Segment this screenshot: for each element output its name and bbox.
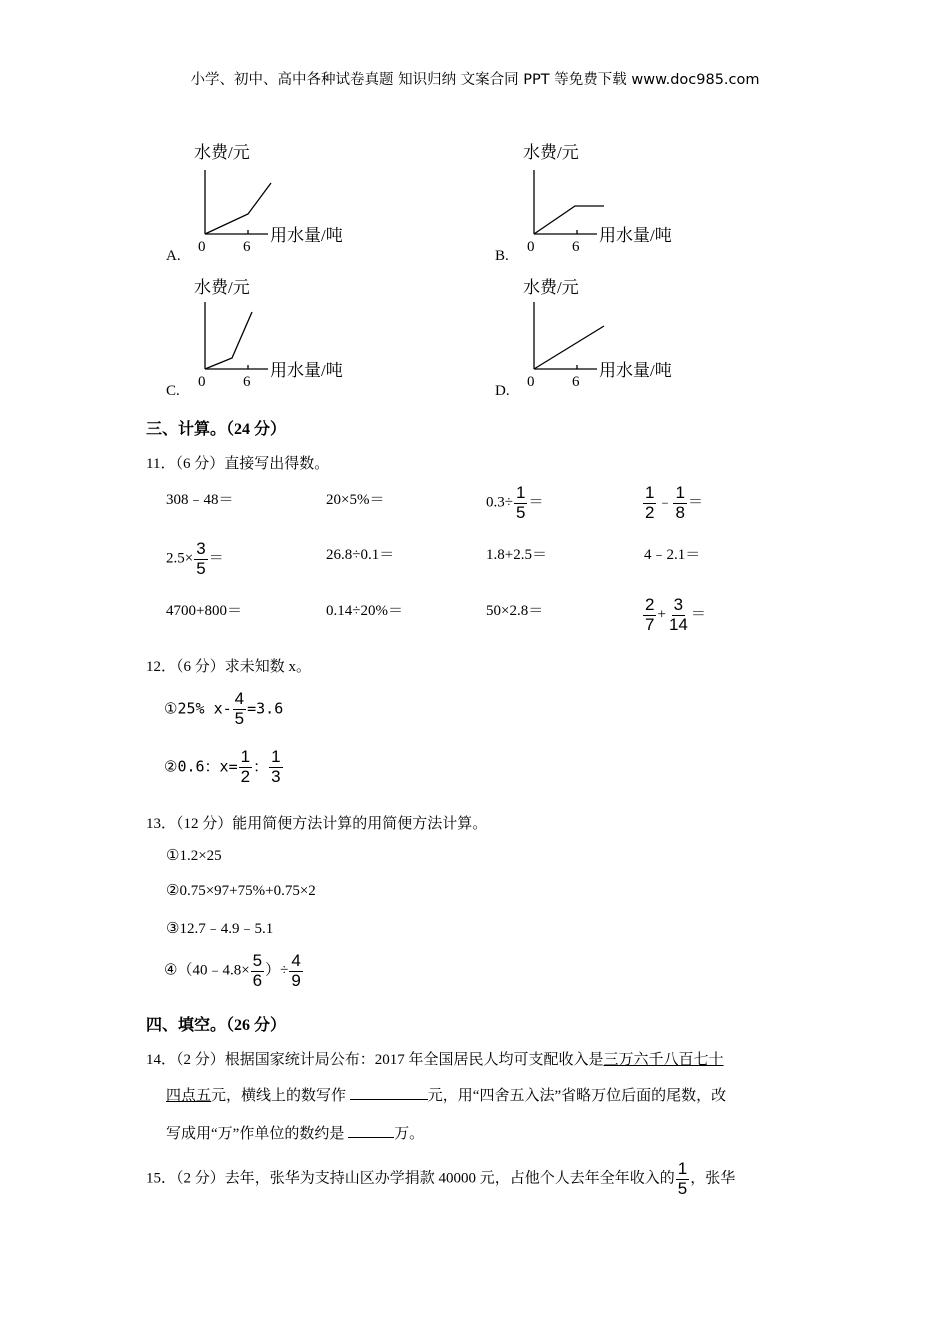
q13-item-4-a: ④（40﹣4.8×: [164, 962, 250, 979]
q11-r1-c3: [486, 484, 543, 522]
graph-b-origin: 0: [527, 239, 535, 255]
graph-d: [493, 277, 693, 407]
q13-item-4-b: ）÷: [265, 962, 289, 979]
q11-r2-c1-a: 2.5×: [166, 550, 194, 567]
fraction: $\frac{3}{5}$: [196, 539, 206, 578]
q11-r2-c4: 4﹣2.1＝: [644, 547, 701, 563]
graph-d-tick: 6: [572, 374, 580, 390]
answer-blank-2[interactable]: [348, 1137, 394, 1138]
q11-r1-c2: 20×5%＝: [326, 492, 385, 508]
graph-a-xlabel: 用水量/吨: [270, 226, 343, 245]
q13-item-4: [164, 952, 304, 990]
option-c-label: C.: [166, 383, 180, 399]
plus: +: [657, 606, 666, 623]
equals: ＝: [208, 550, 224, 567]
graph-b-xlabel: 用水量/吨: [599, 226, 672, 245]
option-d-label: D.: [495, 383, 510, 399]
q14-text-b: 元，横线上的数写作: [211, 1088, 347, 1104]
q12-eq1-b: =3.6: [247, 699, 284, 718]
q12-eq2: [164, 748, 284, 786]
graph-b-svg: [493, 142, 693, 267]
graph-b-tick: 6: [572, 239, 580, 255]
q14-text-c: 元，用“四舍五入法”省略万位后面的尾数，改: [427, 1088, 727, 1104]
graph-c-origin: 0: [198, 374, 206, 390]
option-b-label: B.: [495, 248, 509, 264]
fraction: $\frac{3}{14}$: [668, 595, 688, 634]
q11-r1-c3-a: 0.3÷: [486, 494, 513, 511]
q11-r1-c4: [642, 484, 703, 522]
ratio-colon: ：: [253, 757, 269, 776]
graph-c-ylabel: 水费/元: [194, 278, 250, 297]
q11-r3-c2: 0.14÷20%＝: [326, 603, 403, 619]
graph-a: [164, 142, 364, 272]
q15-tail: ，张华: [690, 1170, 736, 1187]
graph-b-ylabel: 水费/元: [523, 143, 579, 162]
q13-item-3: ③12.7﹣4.9﹣5.1: [166, 921, 274, 937]
graph-c-tick: 6: [243, 374, 251, 390]
fraction: $\frac{1}{5}$: [677, 1159, 688, 1198]
q14-line-2: [166, 1084, 726, 1105]
graph-d-origin: 0: [527, 374, 535, 390]
fraction: $\frac{4}{9}$: [291, 951, 301, 990]
q13-item-1: ①1.2×25: [166, 848, 222, 864]
fraction: $\frac{1}{2}$: [645, 483, 655, 522]
fraction: $\frac{2}{7}$: [645, 595, 655, 634]
graph-a-svg: [164, 142, 364, 267]
q14-line-3: [166, 1122, 424, 1143]
fraction: $\frac{1}{3}$: [271, 747, 281, 786]
fraction: $\frac{1}{5}$: [515, 483, 526, 522]
graph-d-svg: [493, 277, 693, 402]
cost-line: [534, 326, 604, 369]
q15-line-1: [146, 1160, 735, 1198]
q15-text: 15．（2 分）去年，张华为支持山区办学捐款 40000 元，占他个人去年全年收入的: [146, 1170, 675, 1187]
q14-underlined-b: 四点五: [166, 1088, 212, 1104]
equals: ＝: [690, 606, 706, 623]
minus: ﹣: [657, 494, 673, 511]
q11-r1-c1: 308﹣48＝: [166, 492, 234, 508]
q11-r3-c4: [642, 596, 706, 634]
equals: ＝: [687, 494, 703, 511]
graph-d-xlabel: 用水量/吨: [599, 361, 672, 380]
page-header: 小学、初中、高中各种试卷真题 知识归纳 文案合同 PPT 等免费下载 www.doc985.com: [190, 72, 760, 88]
q12-eq1: [164, 690, 283, 728]
section-3-title: 三、计算。（24 分）: [146, 421, 287, 438]
q14-underlined-a: 三万六千八百七十: [603, 1052, 724, 1068]
option-a-label: A.: [166, 248, 181, 264]
graph-c-svg: [164, 277, 364, 402]
q11-r2-c1: [166, 540, 224, 578]
q14-line-1: [146, 1048, 724, 1069]
graph-a-tick: 6: [243, 239, 251, 255]
cost-line: [205, 183, 271, 234]
fraction: $\frac{1}{8}$: [675, 483, 685, 522]
cost-line: [534, 206, 604, 234]
graph-d-ylabel: 水费/元: [523, 278, 579, 297]
q11-r3-c3: 50×2.8＝: [486, 603, 544, 619]
fraction: $\frac{5}{6}$: [252, 951, 263, 990]
graph-b: [493, 142, 693, 272]
answer-blank-1[interactable]: [350, 1099, 428, 1100]
q13-item-2: ②0.75×97+75%+0.75×2: [166, 883, 316, 899]
q11-r1-c3-eq: ＝: [528, 494, 544, 511]
q11-title: 11．（6 分）直接写出得数。: [146, 456, 330, 472]
fraction: $\frac{1}{2}$: [240, 747, 251, 786]
q12-eq2-a: ②0.6：x=: [164, 757, 238, 776]
q12-title: 12．（6 分）求未知数 x。: [146, 659, 312, 675]
q14-text-e: 万。: [394, 1126, 425, 1142]
fraction: $\frac{4}{5}$: [234, 689, 245, 728]
graph-a-origin: 0: [198, 239, 206, 255]
q12-eq1-a: ①25% x-: [164, 699, 232, 718]
q13-title: 13．（12 分）能用简便方法计算的用简便方法计算。: [146, 816, 488, 832]
q11-r2-c2: 26.8÷0.1＝: [326, 547, 395, 563]
q11-r3-c1: 4700+800＝: [166, 603, 242, 619]
q14-text-d: 写成用“万”作单位的数约是: [166, 1126, 345, 1142]
graph-c-xlabel: 用水量/吨: [270, 361, 343, 380]
graph-c: [164, 277, 364, 407]
cost-line: [205, 312, 252, 369]
q11-r2-c3: 1.8+2.5＝: [486, 547, 547, 563]
section-4-title: 四、填空。（26 分）: [146, 1017, 287, 1034]
graph-a-ylabel: 水费/元: [194, 143, 250, 162]
q14-text-a: 14．（2 分）根据国家统计局公布：2017 年全国居民人均可支配收入是: [146, 1052, 604, 1068]
